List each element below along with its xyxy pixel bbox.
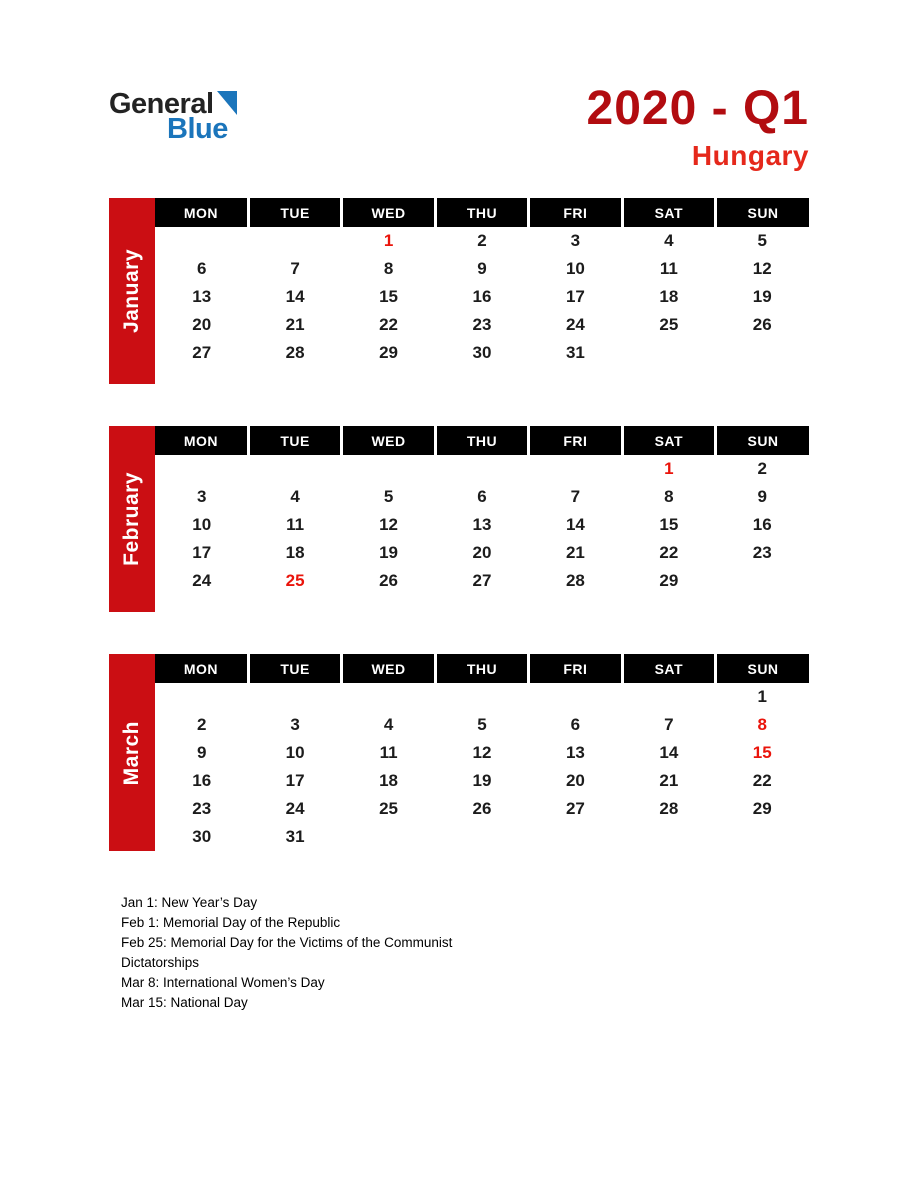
week-row bbox=[155, 683, 809, 711]
day-cell: 6 bbox=[570, 715, 581, 735]
day-cell: 16 bbox=[752, 515, 772, 535]
day-cell: 29 bbox=[379, 343, 399, 363]
weekday-header: TUE bbox=[248, 654, 341, 683]
day-cell: 8 bbox=[757, 715, 767, 735]
weekday-row bbox=[155, 198, 809, 227]
calendar-table bbox=[155, 654, 809, 851]
day-cell: 28 bbox=[285, 343, 305, 363]
day-cell: 5 bbox=[383, 487, 394, 507]
title-block bbox=[587, 84, 809, 172]
weekday-header: MON bbox=[155, 198, 248, 227]
empty-cell bbox=[435, 455, 528, 483]
day-cell: 16 bbox=[192, 771, 212, 791]
weekday-header: MON bbox=[155, 654, 248, 683]
week-row bbox=[155, 767, 809, 795]
day-cell: 24 bbox=[285, 799, 305, 819]
weekday-header: SUN bbox=[716, 426, 809, 455]
page-subtitle: Hungary bbox=[691, 140, 809, 172]
day-cell: 17 bbox=[192, 543, 212, 563]
day-cell: 10 bbox=[565, 259, 585, 279]
day-cell: 1 bbox=[757, 687, 767, 707]
day-cell: 30 bbox=[472, 343, 492, 363]
day-cell: 13 bbox=[472, 515, 492, 535]
week-row bbox=[155, 339, 809, 367]
day-cell: 15 bbox=[752, 743, 772, 763]
month-band-january bbox=[109, 198, 155, 384]
day-cell: 5 bbox=[757, 231, 767, 251]
day-cell: 11 bbox=[286, 515, 305, 535]
day-cell: 6 bbox=[477, 487, 487, 507]
week-row bbox=[155, 255, 809, 283]
calendar-table bbox=[155, 426, 809, 595]
weekday-header: SUN bbox=[716, 198, 809, 227]
calendar-page bbox=[109, 0, 809, 1073]
day-cell: 27 bbox=[565, 799, 585, 819]
calendar-table bbox=[155, 198, 809, 367]
weekday-header: THU bbox=[435, 426, 528, 455]
month-grid bbox=[155, 426, 809, 595]
months-container bbox=[109, 198, 809, 851]
weekday-header: MON bbox=[155, 426, 248, 455]
day-cell: 26 bbox=[472, 799, 492, 819]
day-cell: 4 bbox=[383, 715, 394, 735]
logo-text-general: General bbox=[109, 88, 214, 120]
empty-cell bbox=[342, 683, 435, 711]
week-row bbox=[155, 311, 809, 339]
day-cell: 18 bbox=[285, 543, 305, 563]
day-cell: 3 bbox=[290, 715, 300, 735]
day-cell: 9 bbox=[477, 259, 487, 279]
day-cell: 13 bbox=[192, 287, 212, 307]
weekday-header: THU bbox=[435, 198, 528, 227]
day-cell: 12 bbox=[379, 515, 399, 535]
day-cell: 15 bbox=[659, 515, 679, 535]
day-cell: 17 bbox=[565, 287, 585, 307]
header bbox=[109, 84, 809, 172]
day-cell: 11 bbox=[379, 743, 398, 763]
weekday-header: WED bbox=[342, 426, 435, 455]
day-cell: 25 bbox=[379, 799, 399, 819]
general-blue-logo bbox=[109, 84, 237, 144]
day-cell: 7 bbox=[664, 715, 674, 735]
weekday-header: TUE bbox=[248, 198, 341, 227]
day-cell: 22 bbox=[379, 315, 399, 335]
weekday-header: FRI bbox=[529, 198, 622, 227]
empty-cell bbox=[248, 227, 341, 255]
day-cell: 24 bbox=[192, 571, 212, 591]
holiday-note: Jan 1: New Year’s Day bbox=[121, 895, 258, 911]
day-cell: 9 bbox=[757, 487, 767, 507]
empty-cell bbox=[155, 683, 248, 711]
day-cell: 2 bbox=[477, 231, 487, 251]
day-cell: 22 bbox=[752, 771, 772, 791]
day-cell: 23 bbox=[192, 799, 212, 819]
weekday-header: WED bbox=[342, 654, 435, 683]
logo-text-blue: Blue bbox=[167, 113, 228, 145]
day-cell: 1 bbox=[664, 459, 674, 479]
weekday-header: SUN bbox=[716, 654, 809, 683]
day-cell: 19 bbox=[379, 543, 399, 563]
month-block-january bbox=[109, 198, 809, 384]
week-row bbox=[155, 227, 809, 255]
day-cell: 20 bbox=[565, 771, 585, 791]
weekday-header-row bbox=[155, 426, 809, 455]
weekday-header: THU bbox=[435, 654, 528, 683]
empty-cell bbox=[248, 683, 341, 711]
week-row bbox=[155, 511, 809, 539]
empty-cell bbox=[622, 339, 715, 367]
day-cell: 15 bbox=[379, 287, 399, 307]
day-cell: 23 bbox=[752, 543, 772, 563]
weekday-header: WED bbox=[342, 198, 435, 227]
day-cell: 13 bbox=[565, 743, 585, 763]
day-cell: 26 bbox=[752, 315, 772, 335]
day-cell: 25 bbox=[285, 571, 305, 591]
empty-cell bbox=[716, 339, 809, 367]
empty-cell bbox=[529, 683, 622, 711]
day-cell: 28 bbox=[565, 571, 585, 591]
day-cell: 14 bbox=[565, 515, 585, 535]
day-cell: 27 bbox=[192, 343, 212, 363]
day-cell: 28 bbox=[659, 799, 679, 819]
day-cell: 20 bbox=[472, 543, 492, 563]
week-row bbox=[155, 455, 809, 483]
day-cell: 25 bbox=[659, 315, 679, 335]
day-cell: 3 bbox=[196, 487, 207, 507]
weekday-header: SAT bbox=[622, 654, 715, 683]
day-cell: 10 bbox=[285, 743, 305, 763]
weeks-body bbox=[155, 455, 809, 595]
day-cell: 29 bbox=[659, 571, 679, 591]
empty-cell bbox=[342, 455, 435, 483]
day-cell: 26 bbox=[379, 571, 399, 591]
weekday-header-row bbox=[155, 654, 809, 683]
day-cell: 7 bbox=[290, 259, 300, 279]
day-cell: 8 bbox=[664, 487, 674, 507]
day-cell: 14 bbox=[285, 287, 305, 307]
holiday-note: Mar 8: International Women’s Day bbox=[121, 975, 325, 991]
day-cell: 23 bbox=[472, 315, 492, 335]
empty-cell bbox=[716, 823, 809, 851]
empty-cell bbox=[435, 683, 528, 711]
weekday-header: FRI bbox=[529, 654, 622, 683]
weekday-header: SAT bbox=[622, 198, 715, 227]
page-title: 2020 - Q1 bbox=[586, 82, 809, 135]
day-cell: 21 bbox=[659, 771, 679, 791]
week-row bbox=[155, 739, 809, 767]
week-row bbox=[155, 283, 809, 311]
week-row bbox=[155, 795, 809, 823]
holiday-note: Feb 25: Memorial Day for the Victims of the Communist Dictatorships bbox=[121, 935, 453, 971]
empty-cell bbox=[248, 455, 341, 483]
day-cell: 7 bbox=[570, 487, 581, 507]
month-label: March bbox=[120, 720, 143, 786]
day-cell: 12 bbox=[752, 259, 772, 279]
weekday-row bbox=[155, 426, 809, 455]
month-band-february bbox=[109, 426, 155, 612]
week-row bbox=[155, 483, 809, 511]
day-cell: 3 bbox=[570, 231, 581, 251]
empty-cell bbox=[155, 455, 248, 483]
month-grid bbox=[155, 198, 809, 367]
month-band-march bbox=[109, 654, 155, 851]
day-cell: 18 bbox=[659, 287, 679, 307]
empty-cell bbox=[622, 823, 715, 851]
day-cell: 22 bbox=[659, 543, 679, 563]
day-cell: 20 bbox=[192, 315, 212, 335]
weekday-header-row bbox=[155, 198, 809, 227]
month-label: January bbox=[120, 249, 143, 334]
day-cell: 30 bbox=[192, 827, 212, 847]
holiday-notes bbox=[121, 893, 513, 1073]
day-cell: 27 bbox=[472, 571, 492, 591]
empty-cell bbox=[716, 567, 809, 595]
holiday-note: Feb 1: Memorial Day of the Republic bbox=[121, 915, 341, 931]
day-cell: 31 bbox=[565, 343, 585, 363]
day-cell: 19 bbox=[752, 287, 772, 307]
week-row bbox=[155, 567, 809, 595]
week-row bbox=[155, 823, 809, 851]
empty-cell bbox=[435, 823, 528, 851]
month-grid bbox=[155, 654, 809, 851]
empty-cell bbox=[342, 823, 435, 851]
day-cell: 4 bbox=[290, 487, 300, 507]
empty-cell bbox=[529, 823, 622, 851]
day-cell: 2 bbox=[757, 459, 767, 479]
empty-cell bbox=[622, 683, 715, 711]
weekday-header: TUE bbox=[248, 426, 341, 455]
empty-cell bbox=[529, 455, 622, 483]
day-cell: 29 bbox=[752, 799, 772, 819]
empty-cell bbox=[155, 227, 248, 255]
day-cell: 6 bbox=[196, 259, 207, 279]
day-cell: 31 bbox=[285, 827, 305, 847]
day-cell: 16 bbox=[472, 287, 492, 307]
month-label: February bbox=[120, 472, 143, 567]
day-cell: 21 bbox=[565, 543, 585, 563]
day-cell: 1 bbox=[383, 231, 394, 251]
day-cell: 11 bbox=[659, 259, 678, 279]
weeks-body bbox=[155, 227, 809, 367]
weekday-header: FRI bbox=[529, 426, 622, 455]
day-cell: 19 bbox=[472, 771, 492, 791]
month-block-march bbox=[109, 654, 809, 851]
week-row bbox=[155, 711, 809, 739]
holiday-note: Mar 15: National Day bbox=[121, 995, 248, 1011]
month-block-february bbox=[109, 426, 809, 612]
weeks-body bbox=[155, 683, 809, 851]
week-row bbox=[155, 539, 809, 567]
day-cell: 4 bbox=[664, 231, 674, 251]
day-cell: 8 bbox=[383, 259, 394, 279]
day-cell: 5 bbox=[477, 715, 487, 735]
day-cell: 14 bbox=[659, 743, 679, 763]
day-cell: 2 bbox=[196, 715, 207, 735]
weekday-row bbox=[155, 654, 809, 683]
day-cell: 12 bbox=[472, 743, 492, 763]
day-cell: 17 bbox=[285, 771, 305, 791]
weekday-header: SAT bbox=[622, 426, 715, 455]
day-cell: 21 bbox=[285, 315, 305, 335]
day-cell: 24 bbox=[565, 315, 585, 335]
day-cell: 9 bbox=[196, 743, 207, 763]
day-cell: 10 bbox=[192, 515, 212, 535]
day-cell: 18 bbox=[379, 771, 399, 791]
